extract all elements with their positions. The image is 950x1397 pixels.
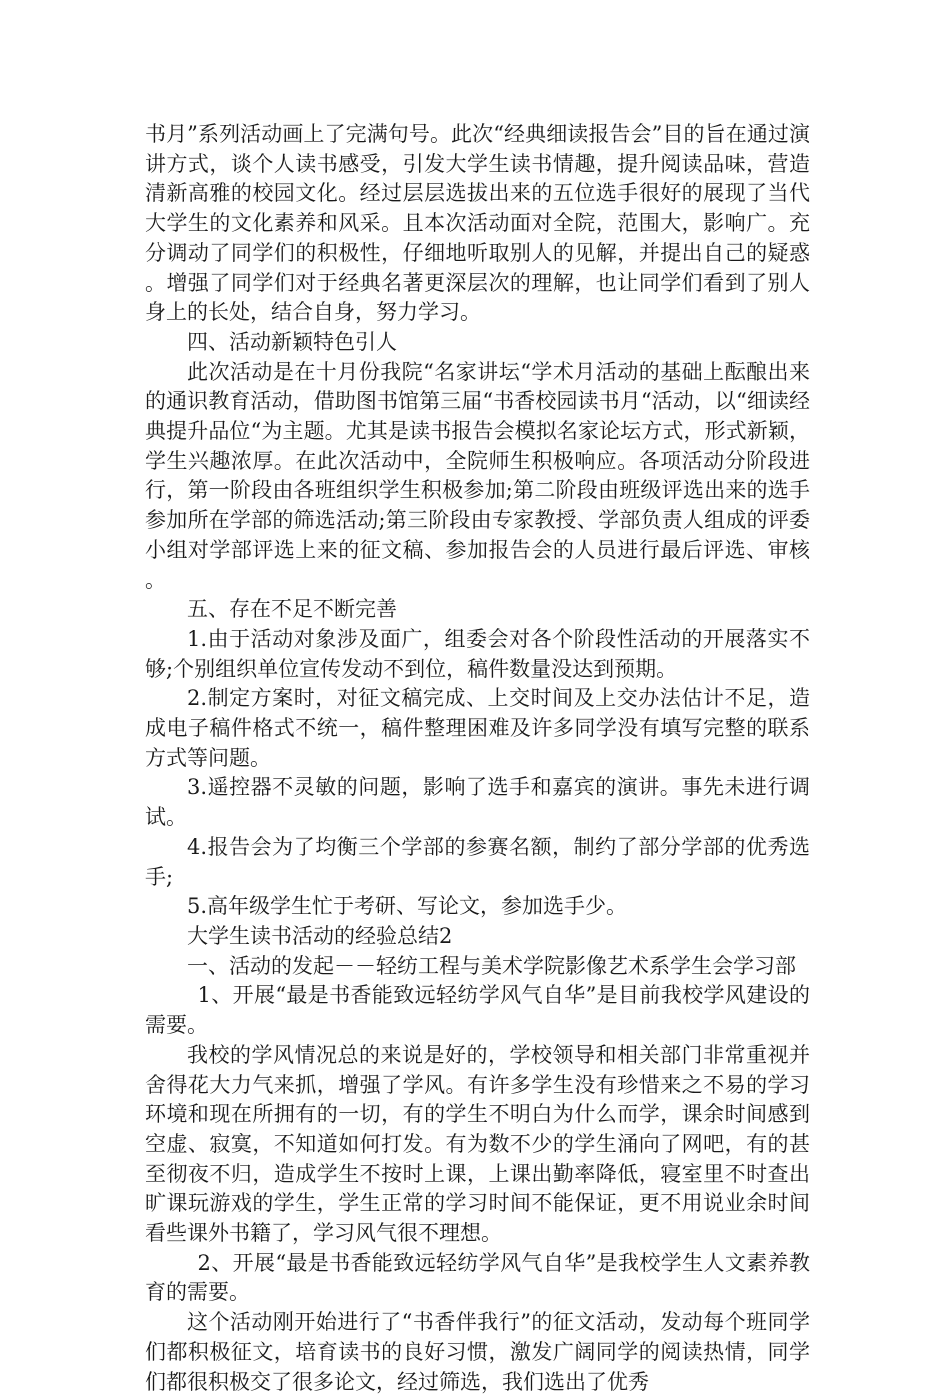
list-item-5: 5.高年级学生忙于考研、写论文，参加选手少。 <box>187 894 628 919</box>
paragraph-essay-activity: 这个活动刚开始进行了“书香伴我行”的征文活动，发动每个班同学们都积极征文，培育读书的良好习惯，激发广阔同学的阅读热情，同学们都很积极交了很多论文，经过筛选，我们选出了优秀 <box>145 1310 810 1394</box>
subsection-1: 1、开展“最是书香能致远轻纺学风气自华”是目前我校学风建设的需要。 <box>145 983 810 1038</box>
subsection-2: 2、开展“最是书香能致远轻纺学风气自华”是我校学生人文素养教育的需要。 <box>145 1250 810 1305</box>
paragraph-summary: 书月”系列活动画上了完满句号。此次“经典细读报告会”目的旨在通过演讲方式，谈个人读书感受，引发大学生读书情趣，提升阅读品味，营造清新高雅的校园文化。经过层层选拔出来的五位选手很好的展现了当代大学生的文化素养和风采。且本次活动面对全院，范围大，影响广。充分调动了同学们的积极性，仔细地听取别人的见解，并提出自己的疑惑。增强了同学们对于经典名著更深层次的理解，也让同学们看到了别人身上的长处，结合自身，努力学习。 <box>145 122 810 325</box>
list-item-3: 3.遥控器不灵敏的问题，影响了选手和嘉宾的演讲。事先未进行调试。 <box>145 775 810 830</box>
section-heading-4: 四、活动新颖特色引人 <box>187 329 397 354</box>
list-item-2: 2.制定方案时，对征文稿完成、上交时间及上交办法估计不足，造成电子稿件格式不统一，稿件整理困难及许多同学没有填写完整的联系方式等问题。 <box>145 686 810 770</box>
list-item-4: 4.报告会为了均衡三个学部的参赛名额，制约了部分学部的优秀选手; <box>145 834 810 889</box>
article-title-2: 大学生读书活动的经验总结2 <box>187 923 453 948</box>
section-heading-5: 五、存在不足不断完善 <box>187 597 397 622</box>
document-page <box>145 120 810 1397</box>
paragraph-activity-features: 此次活动是在十月份我院“名家讲坛“学术月活动的基础上酝酿出来的通识教育活动，借助图书馆第三届“书香校园读书月“活动，以“细读经典提升品位“为主题。尤其是读书报告会模拟名家论坛方式，形式新颖，学生兴趣浓厚。在此次活动中，全院师生积极响应。各项活动分阶段进行，第一阶段由各班组织学生积极参加;第二阶段由班级评选出来的选手参加所在学部的筛选活动;第三阶段由专家教授、学部负责人组成的评委小组对学部评选上来的征文稿、参加报告会的人员进行最后评选、审核。 <box>145 359 810 592</box>
paragraph-study-style: 我校的学风情况总的来说是好的，学校领导和相关部门非常重视并舍得花大力气来抓，增强了学风。有许多学生没有珍惜来之不易的学习环境和现在所拥有的一切，有的学生不明白为什么而学，课余时间感到空虚、寂寞，不知道如何打发。有为数不少的学生涌向了网吧，有的甚至彻夜不归，造成学生不按时上课，上课出勤率降低，寝室里不时查出旷课玩游戏的学生，学生正常的学习时间不能保证，更不用说业余时间看些课外书籍了，学习风气很不理想。 <box>145 1042 810 1246</box>
list-item-1: 1.由于活动对象涉及面广，组委会对各个阶段性活动的开展落实不够;个别组织单位宣传发动不到位，稿件数量没达到预期。 <box>145 626 810 681</box>
section-heading-1: 一、活动的发起－－轻纺工程与美术学院影像艺术系学生会学习部 <box>187 953 796 978</box>
